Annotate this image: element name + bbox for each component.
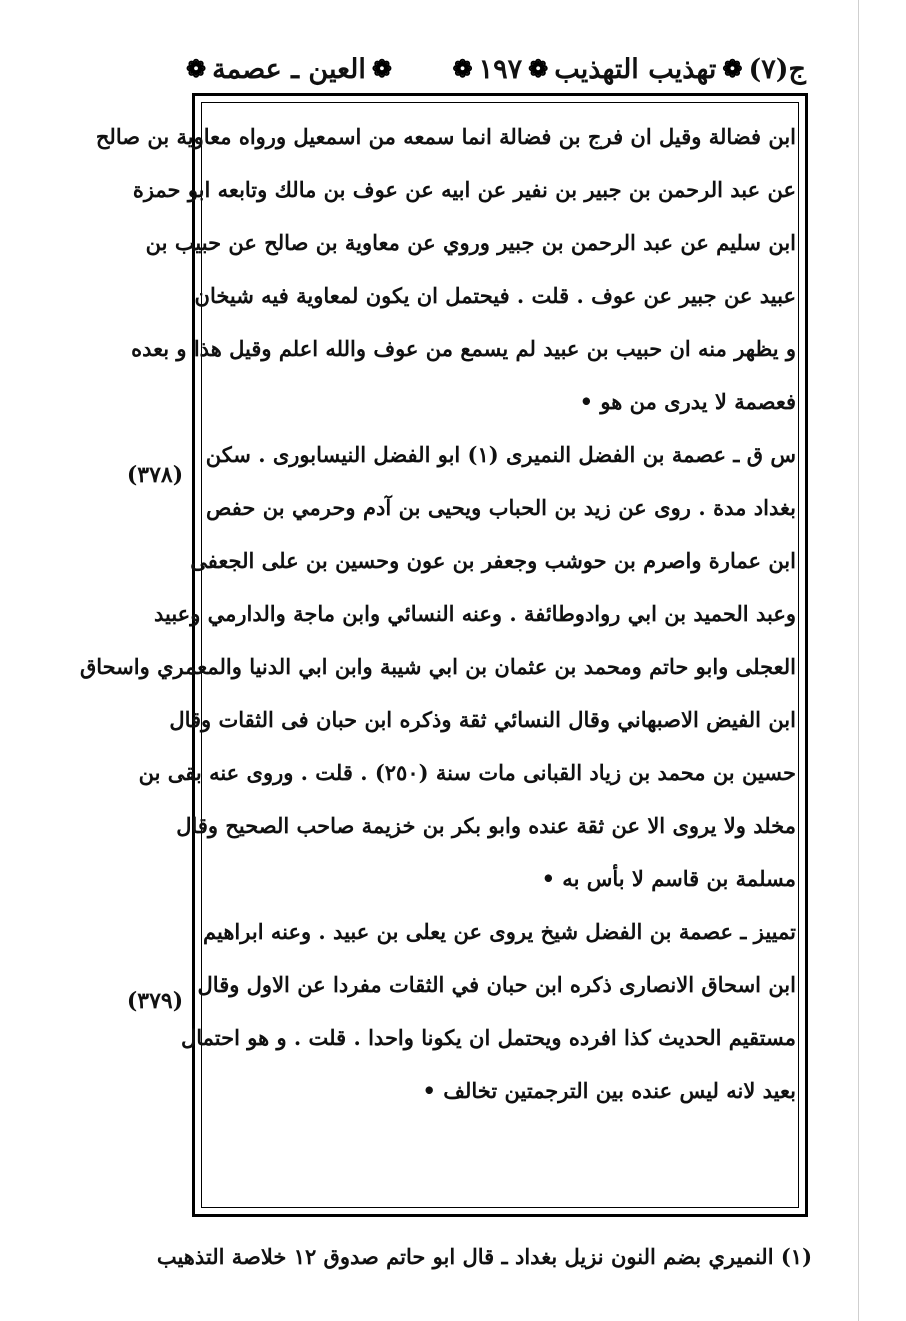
header-left-group (186, 54, 392, 85)
header-page-number: ١٩٧ (478, 53, 523, 85)
body-line: بعيد لانه ليس عنده بين الترجمتين تخالف • (422, 1078, 796, 1103)
header-chapter: العين ـ عصمة (212, 53, 366, 85)
entry-number-378: (٣٧٨) (126, 462, 184, 488)
body-line: ابن الفيض الاصبهاني وقال النسائي ثقة وذكره ابن حبان فى الثقات وقال (169, 707, 796, 732)
footnote: (١) النميري بضم النون نزيل بغداد ـ قال ابو حاتم صدوق ١٢ خلاصة التذهيب (156, 1244, 812, 1269)
body-line: ابن عمارة واصرم بن حوشب وجعفر بن عون وحسين بن على الجعفى (190, 548, 796, 573)
body-line: عبيد عن جبير عن عوف . قلت . فيحتمل ان يكون لمعاوية فيه شيخان (194, 283, 796, 308)
entry-heading-line: تمييز ـ عصمة بن الفضل شيخ يروى عن يعلى بن عبيد . وعنه ابراهيم (203, 919, 796, 944)
body-line: ابن فضالة وقيل ان فرج بن فضالة انما سمعه من اسمعيل ورواه معاوية بن صالح (95, 124, 796, 149)
floral-ornament-icon: ❁ (528, 54, 549, 83)
body-line: و يظهر منه ان حبيب بن عبيد لم يسمع من عوف والله اعلم وقيل هذا و بعده (131, 336, 796, 361)
header-right-group (453, 54, 806, 85)
body-line: ابن اسحاق الانصارى ذكره ابن حبان في الثقات مفردا عن الاول وقال (197, 972, 796, 997)
running-header (186, 44, 806, 94)
body-line: فعصمة لا يدرى من هو • (579, 389, 796, 414)
body-line: عن عبد الرحمن بن جبير بن نفير عن ابيه عن عوف بن مالك وتابعه ابو حمزة (132, 177, 796, 202)
body-line: مستقيم الحديث كذا افرده ويحتمل ان يكونا واحدا . قلت . و هو احتمال (180, 1025, 796, 1050)
floral-ornament-icon: ❁ (186, 54, 207, 83)
floral-ornament-icon: ❁ (722, 54, 743, 83)
header-volume: ج(٧) (748, 53, 806, 85)
body-line: ابن سليم عن عبد الرحمن بن جبير وروي عن معاوية بن صالح عن حبيب بن (145, 230, 796, 255)
body-line: مسلمة بن قاسم لا بأس به • (541, 866, 796, 891)
body-line: بغداد مدة . روى عن زيد بن الحباب ويحيى بن آدم وحرمي بن حفص (206, 495, 796, 520)
body-line: وعبد الحميد بن ابي روادوطائفة . وعنه النسائي وابن ماجة والدارمي وعبيد (153, 601, 796, 626)
header-book-title: تهذيب التهذيب (554, 53, 717, 85)
entry-heading-line: س ق ـ عصمة بن الفضل النميرى (١) ابو الفضل النيسابورى . سكن (205, 442, 796, 467)
body-line: العجلى وابو حاتم ومحمد بن عثمان بن ابي شيبة وابن ابي الدنيا والمعمري واسحاق (79, 654, 796, 679)
entry-number-379: (٣٧٩) (126, 988, 184, 1014)
scan-edge-line (858, 0, 859, 1321)
floral-ornament-icon: ❁ (371, 54, 392, 83)
body-line: مخلد ولا يروى الا عن ثقة عنده وابو بكر بن خزيمة صاحب الصحيح وقال (176, 813, 796, 838)
floral-ornament-icon: ❁ (452, 54, 473, 83)
body-line: حسين بن محمد بن زياد القبانى مات سنة (٢٥٠) . قلت . وروى عنه بقى بن (138, 760, 796, 785)
